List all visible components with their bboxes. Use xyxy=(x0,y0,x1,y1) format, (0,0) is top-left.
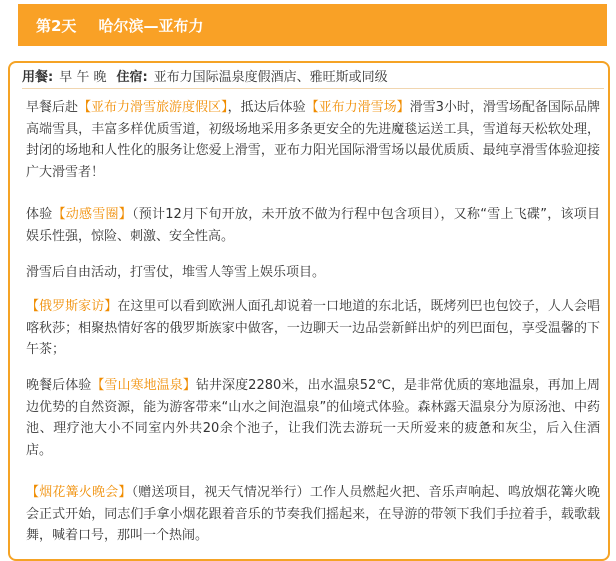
highlight-ski-field: 【 亚布力滑雪场 】 xyxy=(306,100,410,115)
day-route: 哈尔滨—亚布力 xyxy=(98,16,204,35)
paragraph-snow-tube: 体验【 动感雪圈 】 （预计12月下旬开放，未开放不做为行程中包含项目），又称“雪上飞碟”，该项目娱乐性强，惊险、刺激、安全性高。 xyxy=(26,204,600,247)
paragraph-russian-visit: 【 俄罗斯家访 】 在这里可以看到欧洲人面孔却说着一口地道的东北话，既烤列巴也包饺子，人人会唱喀秋莎；相聚热情好客的俄罗斯族家中做客，一边聊天一边品尝新鲜出炉的列巴面包，享受温馨的下午茶； xyxy=(26,296,600,361)
highlight-ski-resort: 【 亚布力滑雪旅游度假区 】 xyxy=(78,100,228,115)
meals-value: 早 午 晚 xyxy=(59,69,107,85)
lodging-label: 住宿: xyxy=(116,69,148,85)
highlight-hot-spring: 【 雪山寒地温泉 】 xyxy=(91,378,196,393)
paragraph-hot-spring: 晚餐后体验【 雪山寒地温泉 】 钻井深度2280米，出水温泉52℃，是非常优质的寒地温泉，再加上周边优势的自然资源，能为游客带来“山水之间泡温泉”的仙境式体验。森林露天温泉分为原汤池、中药池、理疗池大小不同室内外共20余个池子，让我们洗去游玩一天所爱来的疲惫和灰尘，后入住酒店。 xyxy=(26,375,600,461)
paragraph-bonfire: 【 烟花篝火晚会 】 （赠送项目，视天气情况举行）工作人员燃起火把、音乐声响起、鸣放烟花篝火晚会正式开始，同志们手拿小烟花跟着音乐的节奏我们摇起来，在导游的带领下我们手拉着手，载歌载舞，喊着口号，那叫一个热闹。 xyxy=(26,482,600,547)
meals-label: 用餐: xyxy=(22,69,54,85)
paragraph-free-activity: 滑雪后自由活动，打雪仗，堆雪人等雪上娱乐项目。 xyxy=(26,265,326,280)
day-number: 第2天 xyxy=(36,16,77,35)
meta-row xyxy=(22,64,398,86)
lodging-value: 亚布力国际温泉度假酒店、雅旺斯或同级 xyxy=(153,69,388,85)
highlight-bonfire: 【 烟花篝火晚会 】 xyxy=(26,485,132,500)
divider xyxy=(22,88,604,89)
paragraph-ski: 早餐后赴【 亚布力滑雪旅游度假区 】 ，抵达后体验【 亚布力滑雪场 】 滑雪3小时，滑雪场配备国际品牌高端雪具，丰富多样优质雪道，初级场地采用多条更安全的先进魔毯运送工具，雪道每天松软处理，封闭的场地和人性化的服务让您爱上滑雪，亚布力阳光国际滑雪场以最优质质、最纯享滑雪体验迎接广大滑雪者！ xyxy=(26,97,600,183)
day-header xyxy=(18,4,607,46)
highlight-snow-tube: 【 动感雪圈 】 xyxy=(53,207,133,222)
highlight-russian-visit: 【 俄罗斯家访 】 xyxy=(26,299,117,314)
